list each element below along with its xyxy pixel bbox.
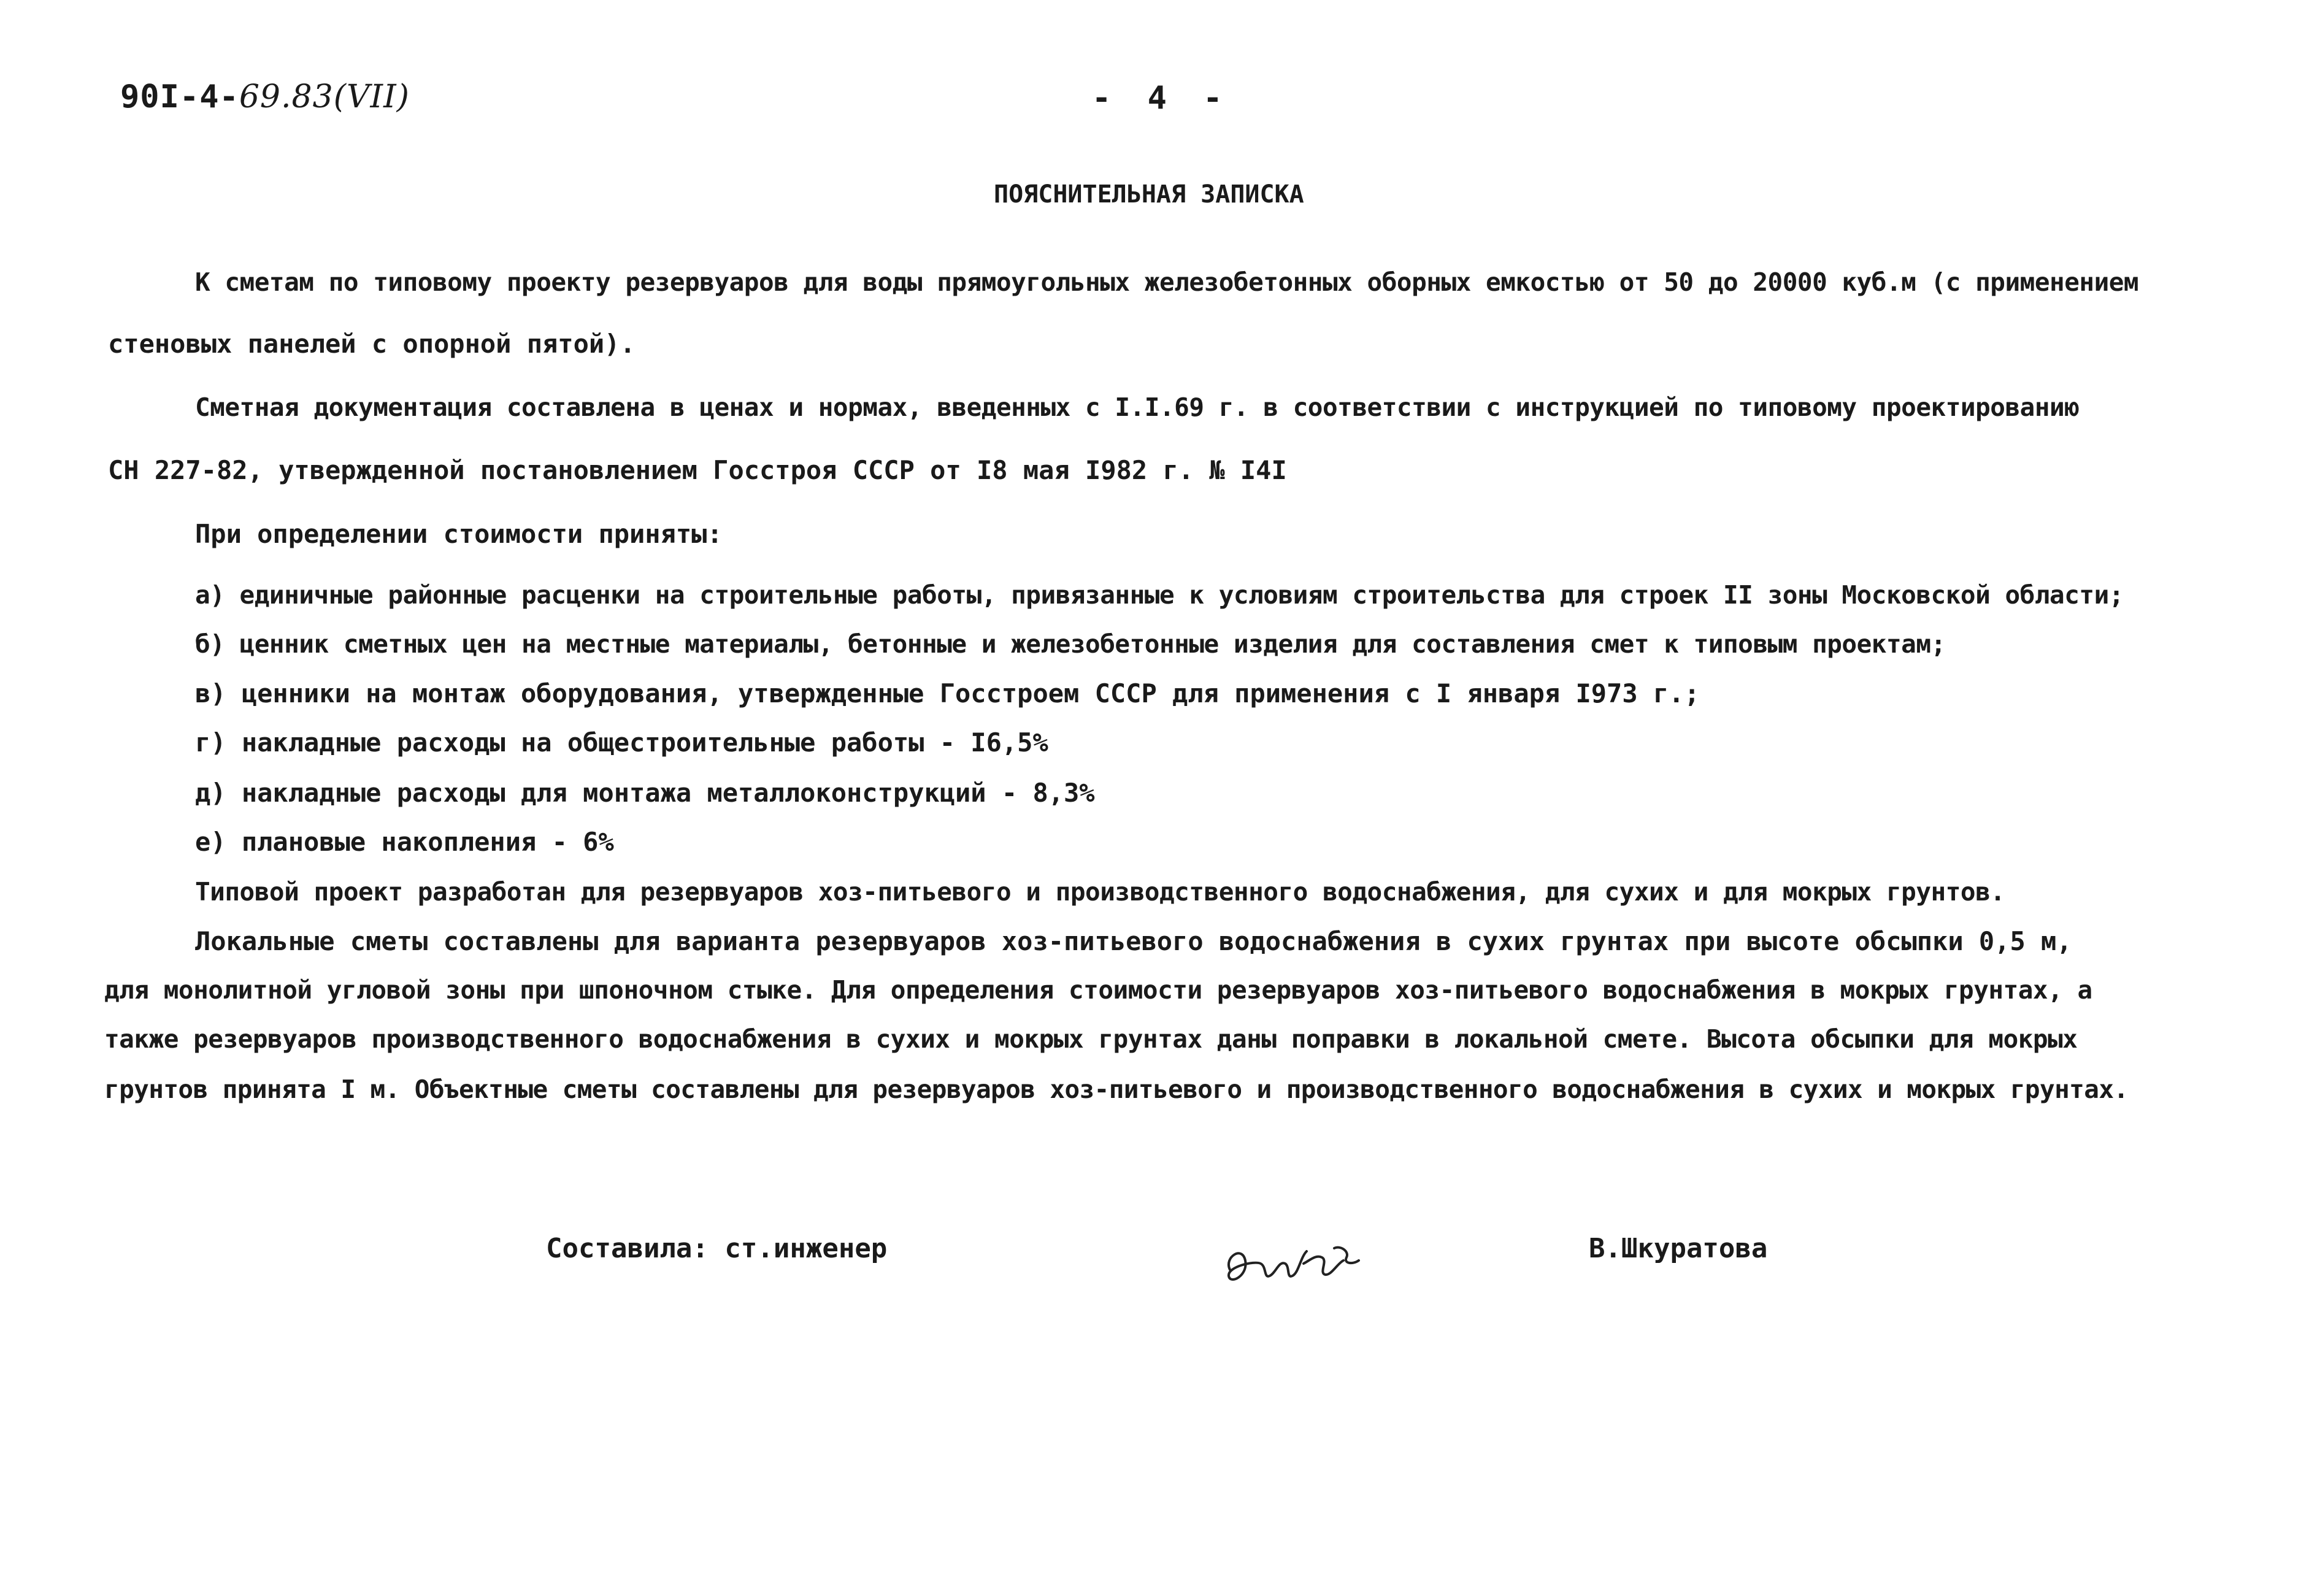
local-line-2: для монолитной угловой зоны при шпоночном стыке. Для определения стоимости резервуаров хоз-питьевого водоснабжения в мокрых грунтах, а xyxy=(104,975,2092,1005)
docs-line-1: Сметная документация составлена в ценах и нормах, введенных с I.I.69 г. в соответствии с инструкцией по типовому проектированию xyxy=(195,393,2080,422)
document-code xyxy=(120,79,410,115)
docs-line-2: СН 227-82, утвержденной постановлением Госстроя СССР от I8 мая I982 г. № I4I xyxy=(108,455,1287,485)
intro-line-1: К сметам по типовому проекту резервуаров для воды прямоугольных железобетонных оборных емкостью от 50 до 20000 куб.м (с применением xyxy=(195,267,2139,297)
document-code-handwritten: 69.83(VII) xyxy=(239,79,410,115)
cost-item-e: д) накладные расходы для монтажа металлоконструкций - 8,3% xyxy=(195,778,1095,808)
cost-item-f: е) плановые накопления - 6% xyxy=(195,827,614,857)
local-line-4: грунтов принята I м. Объектные сметы составлены для резервуаров хоз-питьевого и производственного водоснабжения в сухих и мокрых грунтах. xyxy=(104,1075,2129,1104)
intro-line-2: стеновых панелей с опорной пятой). xyxy=(108,329,636,359)
local-line-1: Локальные сметы составлены для варианта резервуаров хоз-питьевого водоснабжения в сухих грунтах при высоте обсыпки 0,5 м, xyxy=(195,926,2072,956)
cost-item-a: а) единичные районные расценки на строительные работы, привязанные к условиям строительства для строек II зоны Московской области; xyxy=(195,580,2124,610)
cost-item-b: б) ценник сметных цен на местные материалы, бетонные и железобетонные изделия для составления смет к типовым проектам; xyxy=(195,629,1946,659)
page-number: - 4 - xyxy=(1092,80,1231,117)
handwritten-signature xyxy=(1218,1227,1371,1294)
project-line: Типовой проект разработан для резервуаров хоз-питьевого и производственного водоснабжения, для сухих и для мокрых грунтов. xyxy=(195,877,2005,907)
local-line-3: также резервуаров производственного водоснабжения в сухих и мокрых грунтах даны поправки в локальной смете. Высота обсыпки для мокрых xyxy=(104,1024,2078,1054)
signer-name: В.Шкуратова xyxy=(1589,1233,1768,1264)
cost-item-c: в) ценники на монтаж оборудования, утвержденные Госстроем СССР для применения с I января I973 г.; xyxy=(195,678,1700,708)
compiled-by-label: Составила: ст.инженер xyxy=(546,1233,888,1264)
cost-item-d: г) накладные расходы на общестроительные работы - I6,5% xyxy=(195,727,1048,758)
document-code-typed: 90I-4- xyxy=(120,79,239,115)
cost-heading: При определении стоимости приняты: xyxy=(195,519,723,549)
document-title: ПОЯСНИТЕЛЬНАЯ ЗАПИСКА xyxy=(994,180,1304,209)
